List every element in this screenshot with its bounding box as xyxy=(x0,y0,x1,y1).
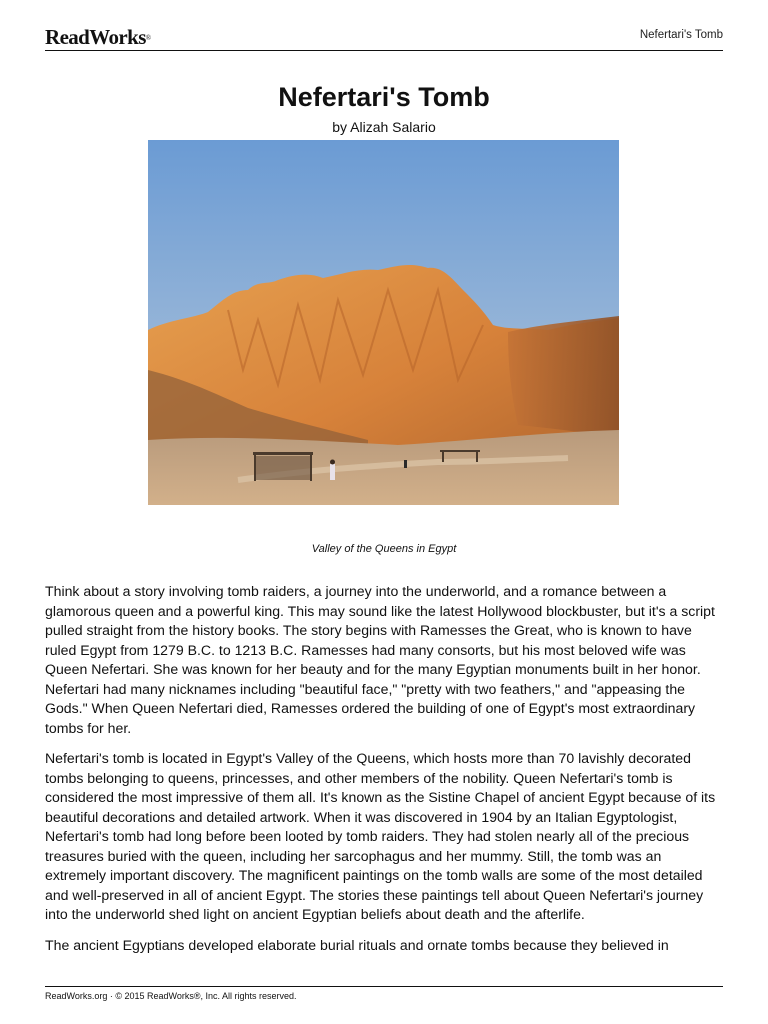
article-title: Nefertari's Tomb xyxy=(278,82,490,112)
paragraph: The ancient Egyptians developed elaborate burial rituals and ornate tombs because they believed in xyxy=(45,936,669,953)
image-caption: Valley of the Queens in Egypt xyxy=(311,543,457,555)
article-body xyxy=(45,582,725,966)
valley-photo xyxy=(148,140,619,505)
footer-copyright: ReadWorks.org · © 2015 ReadWorks®, Inc. All rights reserved. xyxy=(45,991,297,1001)
footer-divider xyxy=(45,986,723,987)
page-header xyxy=(45,26,723,51)
logo-registered-mark: ® xyxy=(145,34,151,42)
paragraph: Think about a story involving tomb raiders, a journey into the underworld, and a romance between a glamorous queen and a powerful king. This may sound like the latest Hollywood blockbuster, but it's a script pulled straight from the history books. The story begins with Ramesses the Great, who is known to have ruled Egypt from 1279 B.C. to 1213 B.C. Ramesses had many consorts, but his most beloved wife was Queen Nefertari. She was known for her beauty and for the many Egyptian monuments built in her honor. Nefertari had many nicknames including "beautiful face," "pretty with two feathers," and "appeasing the Gods." When Queen Nefertari died, Ramesses ordered the building of one of Egypt's most extraordinary tombs for her. xyxy=(45,583,715,736)
header-document-title: Nefertari's Tomb xyxy=(639,29,723,41)
paragraph: Nefertari's tomb is located in Egypt's Valley of the Queens, which hosts more than 70 lavishly decorated tombs belonging to queens, princesses, and other members of the nobility. Queen Nefertari's tomb is considered the most impressive of them all. It's known as the Sistine Chapel of ancient Egypt because of its beautiful decorations and detailed artwork. When it was discovered in 1904 by an Italian Egyptologist, Nefertari's tomb had long before been looted by tomb raiders. They had stolen nearly all of the precious treasures buried with the queen, including her sarcophagus and her mummy. Still, the tomb was an extremely important discovery. The magnificent paintings on the tomb walls are some of the most detailed and well-preserved in all of ancient Egypt. The stories these paintings tell about Queen Nefertari's journey into the underworld shed light on ancient Egyptian beliefs about death and the afterlife. xyxy=(45,750,716,922)
readworks-logo[interactable] xyxy=(45,26,151,48)
article-byline: by Alizah Salario xyxy=(332,119,436,135)
logo-text: ReadWorks xyxy=(45,25,146,49)
